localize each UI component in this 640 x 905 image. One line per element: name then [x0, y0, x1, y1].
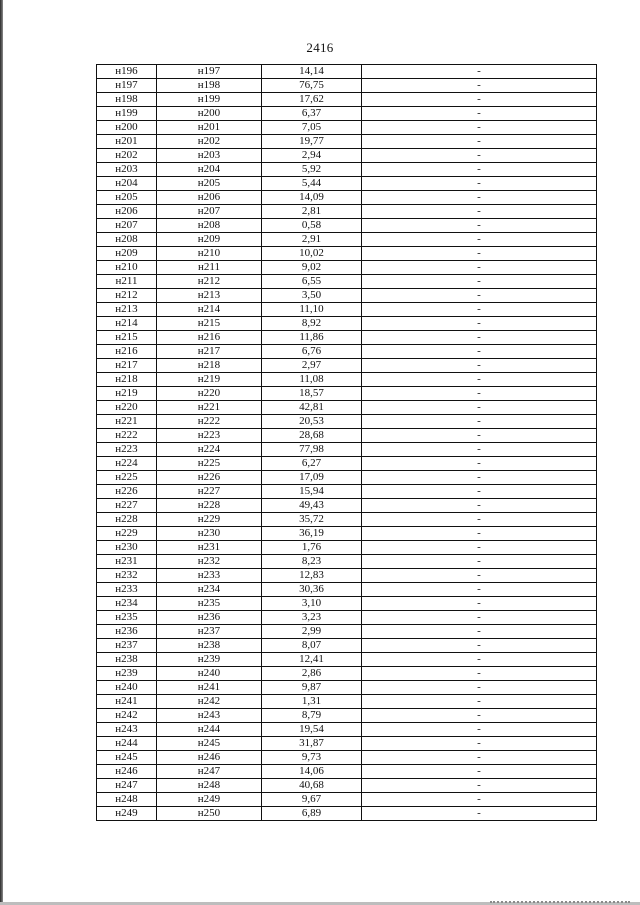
- to-point-cell: н223: [157, 429, 262, 443]
- table-row: [97, 807, 597, 821]
- from-point-cell: н233: [97, 583, 157, 597]
- table-row: [97, 653, 597, 667]
- table-row: [97, 331, 597, 345]
- to-point-cell: н220: [157, 387, 262, 401]
- from-point-cell: н240: [97, 681, 157, 695]
- note-cell: -: [362, 359, 597, 373]
- note-cell: -: [362, 191, 597, 205]
- to-point-cell: н211: [157, 261, 262, 275]
- distance-cell: 8,92: [262, 317, 362, 331]
- distance-cell: 17,09: [262, 471, 362, 485]
- distance-cell: 2,97: [262, 359, 362, 373]
- scan-edge: [0, 0, 3, 905]
- page-number: 2416: [306, 40, 334, 55]
- distance-cell: 12,41: [262, 653, 362, 667]
- table-row: [97, 275, 597, 289]
- from-point-cell: н243: [97, 723, 157, 737]
- from-point-cell: н215: [97, 331, 157, 345]
- distance-cell: 9,87: [262, 681, 362, 695]
- from-point-cell: н242: [97, 709, 157, 723]
- to-point-cell: н241: [157, 681, 262, 695]
- distance-cell: 10,02: [262, 247, 362, 261]
- from-point-cell: н220: [97, 401, 157, 415]
- distance-cell: 0,58: [262, 219, 362, 233]
- to-point-cell: н205: [157, 177, 262, 191]
- note-cell: -: [362, 807, 597, 821]
- to-point-cell: н243: [157, 709, 262, 723]
- to-point-cell: н199: [157, 93, 262, 107]
- from-point-cell: н223: [97, 443, 157, 457]
- to-point-cell: н227: [157, 485, 262, 499]
- distance-cell: 15,94: [262, 485, 362, 499]
- table-row: [97, 555, 597, 569]
- to-point-cell: н233: [157, 569, 262, 583]
- distance-cell: 3,50: [262, 289, 362, 303]
- from-point-cell: н214: [97, 317, 157, 331]
- scan-artifact: [490, 899, 630, 903]
- to-point-cell: н201: [157, 121, 262, 135]
- to-point-cell: н206: [157, 191, 262, 205]
- to-point-cell: н200: [157, 107, 262, 121]
- to-point-cell: н216: [157, 331, 262, 345]
- from-point-cell: н219: [97, 387, 157, 401]
- distance-cell: 77,98: [262, 443, 362, 457]
- from-point-cell: н235: [97, 611, 157, 625]
- distance-cell: 8,23: [262, 555, 362, 569]
- distance-cell: 5,92: [262, 163, 362, 177]
- from-point-cell: н236: [97, 625, 157, 639]
- to-point-cell: н229: [157, 513, 262, 527]
- distance-cell: 36,19: [262, 527, 362, 541]
- distance-cell: 6,55: [262, 275, 362, 289]
- distance-cell: 9,67: [262, 793, 362, 807]
- table-row: [97, 639, 597, 653]
- distance-cell: 18,57: [262, 387, 362, 401]
- to-point-cell: н240: [157, 667, 262, 681]
- distance-cell: 6,76: [262, 345, 362, 359]
- to-point-cell: н231: [157, 541, 262, 555]
- distance-cell: 2,94: [262, 149, 362, 163]
- distance-cell: 8,07: [262, 639, 362, 653]
- distance-cell: 49,43: [262, 499, 362, 513]
- to-point-cell: н221: [157, 401, 262, 415]
- note-cell: -: [362, 723, 597, 737]
- to-point-cell: н242: [157, 695, 262, 709]
- from-point-cell: н230: [97, 541, 157, 555]
- table-row: [97, 457, 597, 471]
- note-cell: -: [362, 793, 597, 807]
- note-cell: -: [362, 415, 597, 429]
- distance-cell: 6,27: [262, 457, 362, 471]
- to-point-cell: н222: [157, 415, 262, 429]
- from-point-cell: н213: [97, 303, 157, 317]
- table-row: [97, 737, 597, 751]
- to-point-cell: н213: [157, 289, 262, 303]
- table-row: [97, 779, 597, 793]
- table-row: [97, 163, 597, 177]
- table-row: [97, 401, 597, 415]
- distance-cell: 20,53: [262, 415, 362, 429]
- table-row: [97, 765, 597, 779]
- table-row: [97, 485, 597, 499]
- table-row: [97, 597, 597, 611]
- distance-cell: 7,05: [262, 121, 362, 135]
- distance-cell: 11,08: [262, 373, 362, 387]
- from-point-cell: н229: [97, 527, 157, 541]
- note-cell: -: [362, 583, 597, 597]
- table-row: [97, 233, 597, 247]
- note-cell: -: [362, 443, 597, 457]
- from-point-cell: н247: [97, 779, 157, 793]
- from-point-cell: н205: [97, 191, 157, 205]
- from-point-cell: н218: [97, 373, 157, 387]
- table-row: [97, 261, 597, 275]
- note-cell: -: [362, 597, 597, 611]
- distance-cell: 31,87: [262, 737, 362, 751]
- to-point-cell: н228: [157, 499, 262, 513]
- to-point-cell: н219: [157, 373, 262, 387]
- from-point-cell: н196: [97, 65, 157, 79]
- note-cell: -: [362, 513, 597, 527]
- to-point-cell: н238: [157, 639, 262, 653]
- from-point-cell: н204: [97, 177, 157, 191]
- from-point-cell: н244: [97, 737, 157, 751]
- to-point-cell: н249: [157, 793, 262, 807]
- note-cell: -: [362, 779, 597, 793]
- from-point-cell: н200: [97, 121, 157, 135]
- table-row: [97, 317, 597, 331]
- distance-cell: 35,72: [262, 513, 362, 527]
- from-point-cell: н208: [97, 233, 157, 247]
- note-cell: -: [362, 93, 597, 107]
- distance-cell: 19,77: [262, 135, 362, 149]
- from-point-cell: н201: [97, 135, 157, 149]
- note-cell: -: [362, 79, 597, 93]
- to-point-cell: н218: [157, 359, 262, 373]
- to-point-cell: н217: [157, 345, 262, 359]
- to-point-cell: н246: [157, 751, 262, 765]
- from-point-cell: н224: [97, 457, 157, 471]
- note-cell: -: [362, 569, 597, 583]
- to-point-cell: н239: [157, 653, 262, 667]
- note-cell: -: [362, 737, 597, 751]
- to-point-cell: н224: [157, 443, 262, 457]
- table-row: [97, 177, 597, 191]
- note-cell: -: [362, 709, 597, 723]
- note-cell: -: [362, 219, 597, 233]
- note-cell: -: [362, 527, 597, 541]
- table-row: [97, 723, 597, 737]
- table-row: [97, 583, 597, 597]
- from-point-cell: н246: [97, 765, 157, 779]
- note-cell: -: [362, 695, 597, 709]
- note-cell: -: [362, 261, 597, 275]
- from-point-cell: н198: [97, 93, 157, 107]
- table-row: [97, 527, 597, 541]
- table-row: [97, 191, 597, 205]
- table-row: [97, 205, 597, 219]
- note-cell: -: [362, 177, 597, 191]
- table-row: [97, 415, 597, 429]
- distance-cell: 14,14: [262, 65, 362, 79]
- from-point-cell: н206: [97, 205, 157, 219]
- table-body: [97, 65, 597, 821]
- from-point-cell: н199: [97, 107, 157, 121]
- distance-cell: 3,10: [262, 597, 362, 611]
- from-point-cell: н202: [97, 149, 157, 163]
- note-cell: -: [362, 317, 597, 331]
- note-cell: -: [362, 121, 597, 135]
- to-point-cell: н248: [157, 779, 262, 793]
- table-row: [97, 359, 597, 373]
- table-row: [97, 611, 597, 625]
- to-point-cell: н210: [157, 247, 262, 261]
- from-point-cell: н207: [97, 219, 157, 233]
- note-cell: -: [362, 331, 597, 345]
- table-row: [97, 499, 597, 513]
- note-cell: -: [362, 555, 597, 569]
- note-cell: -: [362, 751, 597, 765]
- note-cell: -: [362, 681, 597, 695]
- to-point-cell: н207: [157, 205, 262, 219]
- note-cell: -: [362, 247, 597, 261]
- from-point-cell: н197: [97, 79, 157, 93]
- table-row: [97, 695, 597, 709]
- note-cell: -: [362, 205, 597, 219]
- distance-cell: 42,81: [262, 401, 362, 415]
- from-point-cell: н239: [97, 667, 157, 681]
- table-row: [97, 247, 597, 261]
- to-point-cell: н230: [157, 527, 262, 541]
- note-cell: -: [362, 149, 597, 163]
- table-row: [97, 667, 597, 681]
- to-point-cell: н244: [157, 723, 262, 737]
- distance-cell: 3,23: [262, 611, 362, 625]
- table-row: [97, 79, 597, 93]
- from-point-cell: н209: [97, 247, 157, 261]
- note-cell: -: [362, 499, 597, 513]
- distance-cell: 11,86: [262, 331, 362, 345]
- from-point-cell: н217: [97, 359, 157, 373]
- to-point-cell: н208: [157, 219, 262, 233]
- to-point-cell: н202: [157, 135, 262, 149]
- note-cell: -: [362, 485, 597, 499]
- from-point-cell: н232: [97, 569, 157, 583]
- note-cell: -: [362, 653, 597, 667]
- note-cell: -: [362, 611, 597, 625]
- distance-cell: 6,89: [262, 807, 362, 821]
- table-row: [97, 93, 597, 107]
- table-row: [97, 303, 597, 317]
- note-cell: -: [362, 303, 597, 317]
- distance-cell: 14,06: [262, 765, 362, 779]
- table-row: [97, 65, 597, 79]
- distance-cell: 2,86: [262, 667, 362, 681]
- table-row: [97, 345, 597, 359]
- to-point-cell: н245: [157, 737, 262, 751]
- table-row: [97, 289, 597, 303]
- from-point-cell: н227: [97, 499, 157, 513]
- note-cell: -: [362, 275, 597, 289]
- table-row: [97, 513, 597, 527]
- to-point-cell: н232: [157, 555, 262, 569]
- note-cell: -: [362, 429, 597, 443]
- to-point-cell: н235: [157, 597, 262, 611]
- note-cell: -: [362, 667, 597, 681]
- to-point-cell: н214: [157, 303, 262, 317]
- table-row: [97, 121, 597, 135]
- distance-cell: 19,54: [262, 723, 362, 737]
- to-point-cell: н203: [157, 149, 262, 163]
- distance-cell: 76,75: [262, 79, 362, 93]
- from-point-cell: н245: [97, 751, 157, 765]
- table-row: [97, 471, 597, 485]
- table-row: [97, 373, 597, 387]
- note-cell: -: [362, 471, 597, 485]
- distance-cell: 9,02: [262, 261, 362, 275]
- note-cell: -: [362, 135, 597, 149]
- distance-cell: 2,81: [262, 205, 362, 219]
- note-cell: -: [362, 289, 597, 303]
- boundary-points-table: [96, 64, 597, 821]
- from-point-cell: н210: [97, 261, 157, 275]
- to-point-cell: н236: [157, 611, 262, 625]
- distance-cell: 17,62: [262, 93, 362, 107]
- to-point-cell: н237: [157, 625, 262, 639]
- to-point-cell: н225: [157, 457, 262, 471]
- note-cell: -: [362, 233, 597, 247]
- to-point-cell: н204: [157, 163, 262, 177]
- table-row: [97, 625, 597, 639]
- from-point-cell: н226: [97, 485, 157, 499]
- distance-cell: 2,91: [262, 233, 362, 247]
- distance-cell: 11,10: [262, 303, 362, 317]
- to-point-cell: н215: [157, 317, 262, 331]
- table-row: [97, 709, 597, 723]
- note-cell: -: [362, 401, 597, 415]
- distance-cell: 2,99: [262, 625, 362, 639]
- distance-cell: 30,36: [262, 583, 362, 597]
- note-cell: -: [362, 625, 597, 639]
- distance-cell: 14,09: [262, 191, 362, 205]
- distance-cell: 1,31: [262, 695, 362, 709]
- from-point-cell: н203: [97, 163, 157, 177]
- distance-cell: 5,44: [262, 177, 362, 191]
- note-cell: -: [362, 107, 597, 121]
- from-point-cell: н225: [97, 471, 157, 485]
- table-row: [97, 135, 597, 149]
- table-row: [97, 793, 597, 807]
- note-cell: -: [362, 373, 597, 387]
- from-point-cell: н221: [97, 415, 157, 429]
- table-row: [97, 387, 597, 401]
- note-cell: -: [362, 163, 597, 177]
- from-point-cell: н248: [97, 793, 157, 807]
- from-point-cell: н238: [97, 653, 157, 667]
- table-row: [97, 107, 597, 121]
- from-point-cell: н222: [97, 429, 157, 443]
- note-cell: -: [362, 65, 597, 79]
- distance-cell: 1,76: [262, 541, 362, 555]
- distance-cell: 12,83: [262, 569, 362, 583]
- table-row: [97, 569, 597, 583]
- from-point-cell: н249: [97, 807, 157, 821]
- to-point-cell: н209: [157, 233, 262, 247]
- distance-cell: 6,37: [262, 107, 362, 121]
- to-point-cell: н212: [157, 275, 262, 289]
- note-cell: -: [362, 345, 597, 359]
- from-point-cell: н216: [97, 345, 157, 359]
- note-cell: -: [362, 387, 597, 401]
- to-point-cell: н197: [157, 65, 262, 79]
- from-point-cell: н234: [97, 597, 157, 611]
- table-row: [97, 219, 597, 233]
- note-cell: -: [362, 541, 597, 555]
- to-point-cell: н250: [157, 807, 262, 821]
- distance-cell: 28,68: [262, 429, 362, 443]
- table-row: [97, 149, 597, 163]
- table-row: [97, 751, 597, 765]
- table-row: [97, 681, 597, 695]
- to-point-cell: н198: [157, 79, 262, 93]
- distance-cell: 9,73: [262, 751, 362, 765]
- note-cell: -: [362, 457, 597, 471]
- note-cell: -: [362, 765, 597, 779]
- to-point-cell: н247: [157, 765, 262, 779]
- table-row: [97, 429, 597, 443]
- to-point-cell: н226: [157, 471, 262, 485]
- from-point-cell: н211: [97, 275, 157, 289]
- table-row: [97, 541, 597, 555]
- from-point-cell: н237: [97, 639, 157, 653]
- table-row: [97, 443, 597, 457]
- distance-cell: 8,79: [262, 709, 362, 723]
- note-cell: -: [362, 639, 597, 653]
- from-point-cell: н231: [97, 555, 157, 569]
- from-point-cell: н212: [97, 289, 157, 303]
- from-point-cell: н228: [97, 513, 157, 527]
- from-point-cell: н241: [97, 695, 157, 709]
- distance-cell: 40,68: [262, 779, 362, 793]
- to-point-cell: н234: [157, 583, 262, 597]
